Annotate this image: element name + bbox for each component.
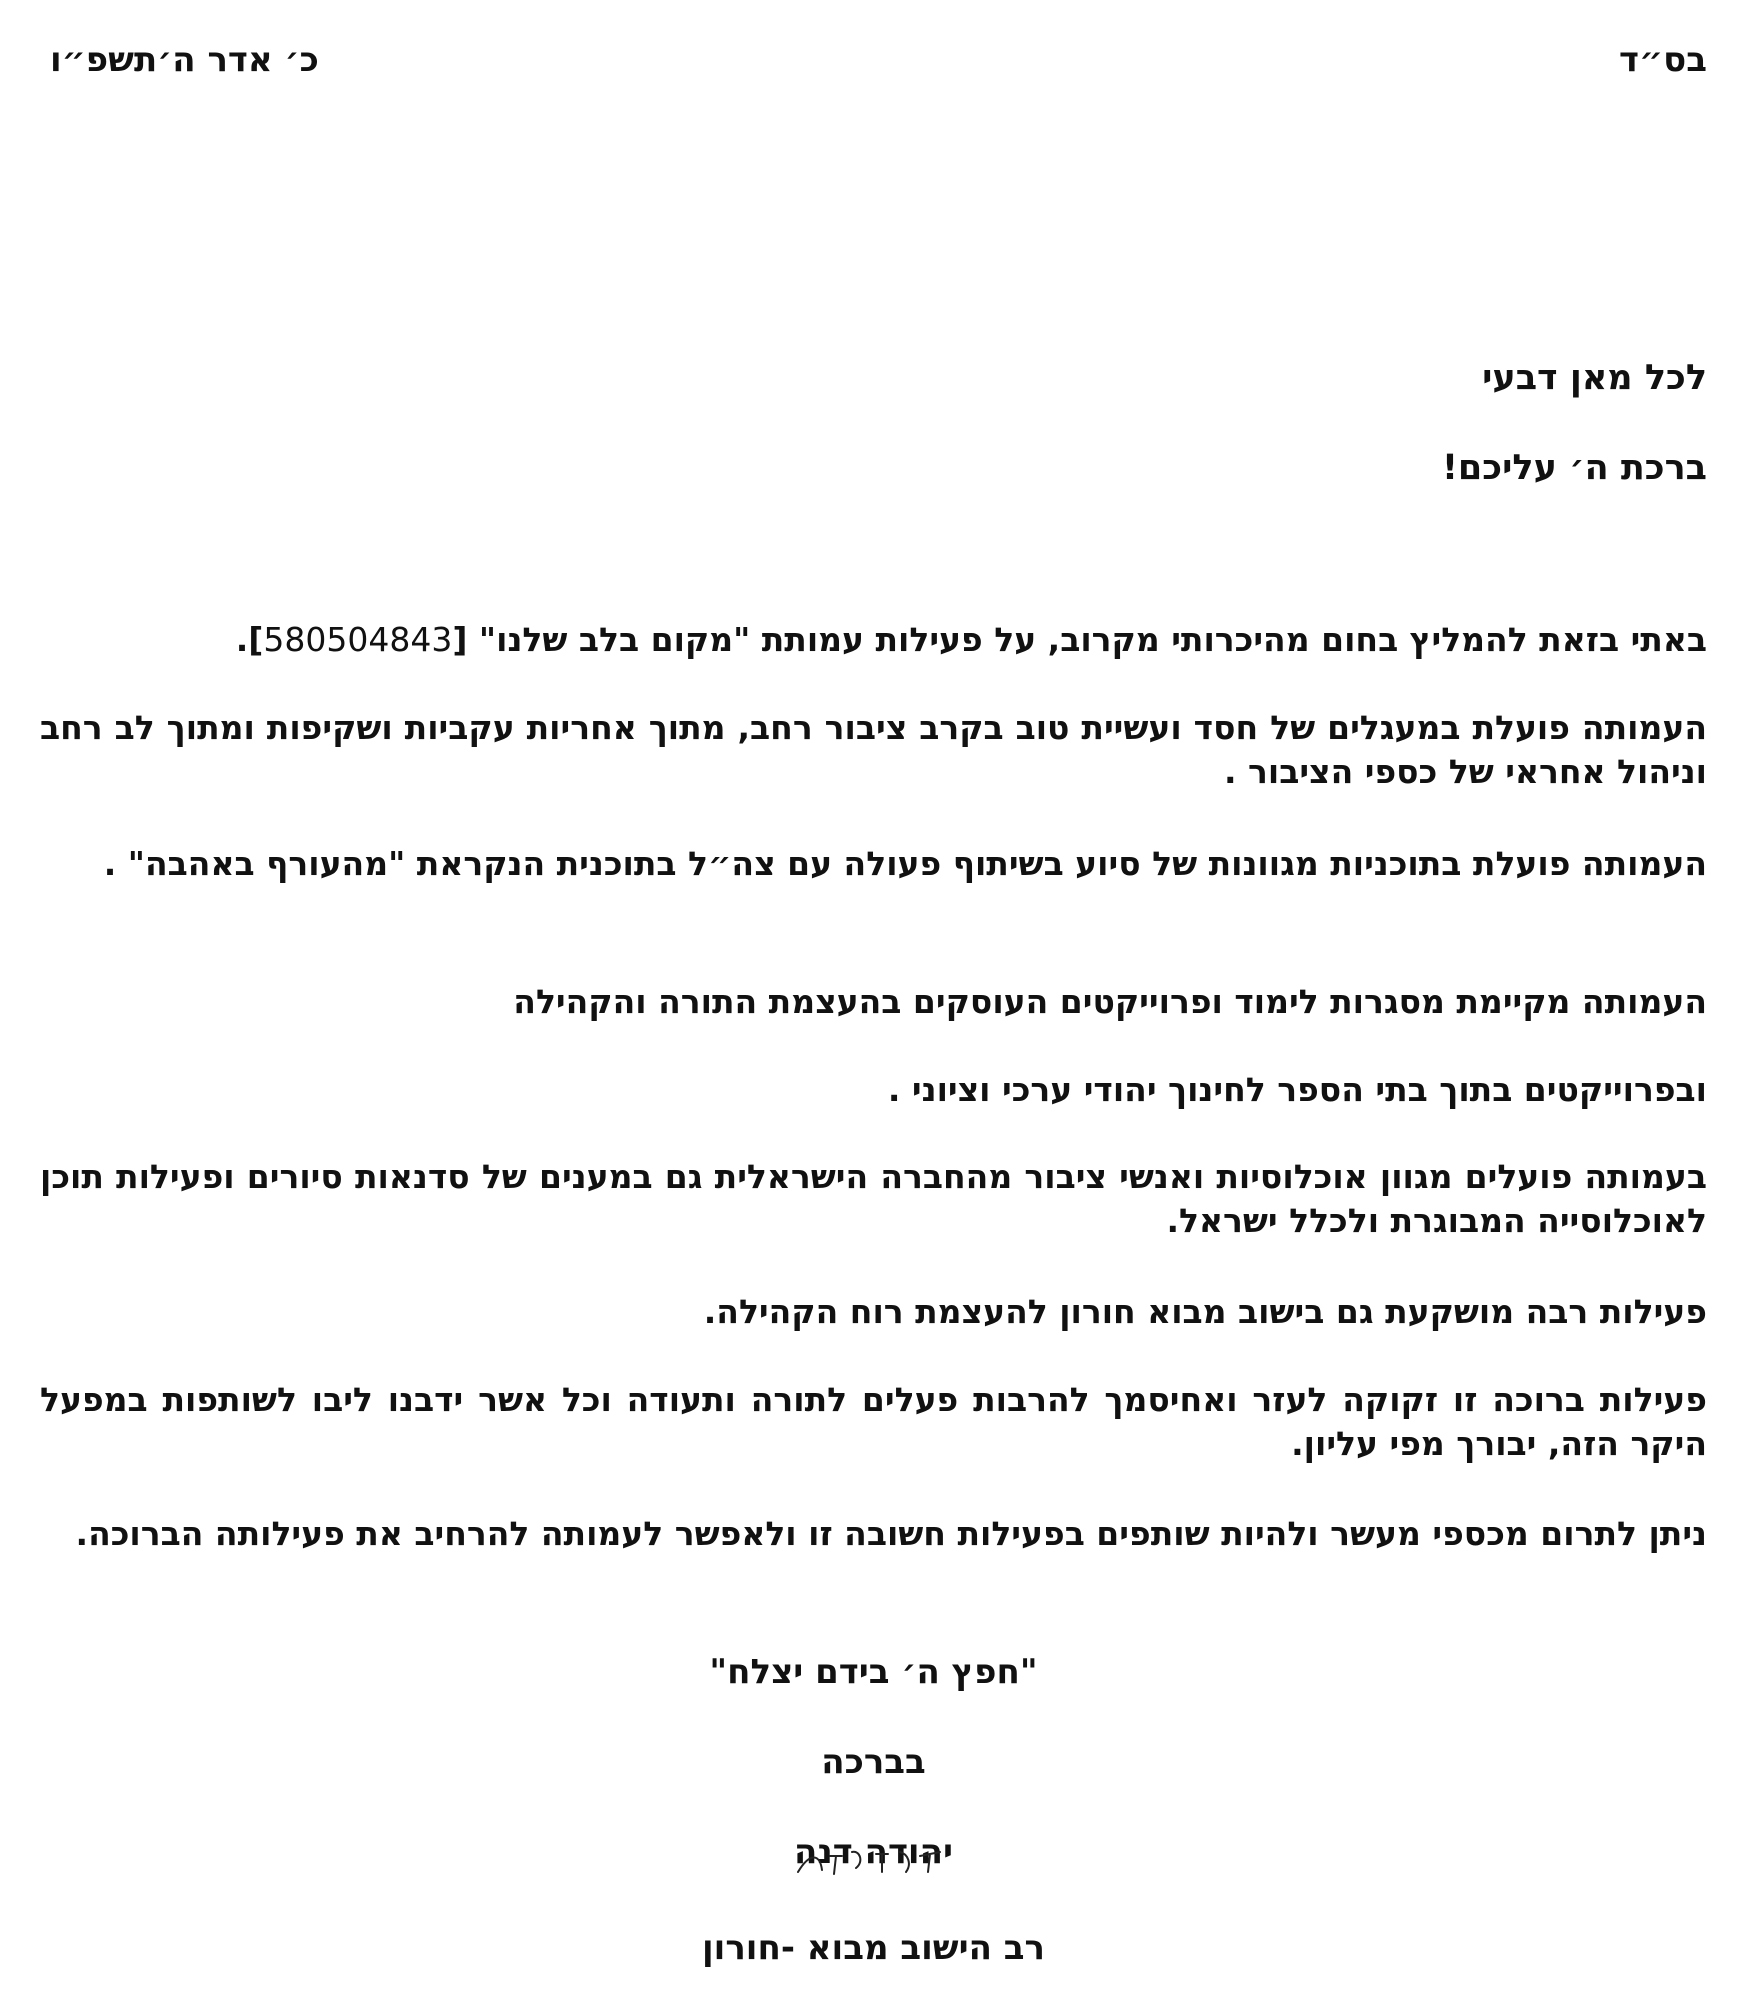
salutation-greeting: ברכת ה׳ עליכם!: [1441, 448, 1707, 488]
paragraph-activity: העמותה פועלת במעגלים של חסד ועשיית טוב בקרב ציבור רחב, מתוך אחריות עקביות ושקיפות ומתוך לב רחב וניהול אחראי של כספי הציבור .: [40, 708, 1707, 791]
association-id: 580504843: [263, 620, 453, 659]
paragraph-idf-program: העמותה פועלת בתוכניות מגוונות של סיוע בשיתוף פעולה עם צה״ל בתוכנית הנקראת "מהעורף באהבה" .: [103, 844, 1707, 883]
recommendation-end: ].: [235, 620, 264, 659]
bsd-header: בס״ד: [1619, 40, 1707, 80]
salutation-to: לכל מאן דבעי: [1482, 358, 1707, 398]
signer-name: יהודה דנה: [794, 1832, 953, 1872]
handwritten-signature: [790, 1842, 960, 1888]
paragraph-community: פעילות רבה מושקעת גם בישוב מבוא חורון להעצמת רוח הקהילה.: [703, 1292, 1707, 1331]
paragraph-schools: ובפרוייקטים בתוך בתי הספר לחינוך יהודי ערכי וציוני .: [887, 1070, 1707, 1109]
closing-blessing: בברכה: [821, 1742, 926, 1782]
signer-title: רב הישוב מבוא -חורון: [702, 1928, 1045, 1968]
paragraph-support: פעילות ברוכה זו זקוקה לעזר ואחיסמך להרבות פעלים לתורה ותעודה וכל אשר ידבנו ליבו לשותפות במפעל היקר הזה, יבורך מפי עליון.: [40, 1380, 1707, 1463]
paragraph-recommendation: [40, 618, 1707, 662]
letter-date: כ׳ אדר ה׳תשפ״ו: [50, 40, 319, 80]
paragraph-donation: ניתן לתרום מכספי מעשר ולהיות שותפים בפעילות חשובה זו ולאפשר לעמותה להרחיב את פעילותה הברוכה.: [75, 1514, 1707, 1553]
paragraph-populations: בעמותה פועלים מגוון אוכלוסיות ואנשי ציבור מהחברה הישראלית גם במענים של סדנאות סיורים ופעילות תוכן לאוכלוסייה המבוגרת ולכלל ישראל.: [40, 1157, 1707, 1240]
recommendation-text: באתי בזאת להמליץ בחום מהיכרותי מקרוב, על פעילות עמותת "מקום בלב שלנו" [: [452, 620, 1707, 659]
paragraph-torah-study: העמותה מקיימת מסגרות לימוד ופרוייקטים העוסקים בהעצמת התורה והקהילה: [513, 982, 1707, 1021]
closing-quote: "חפץ ה׳ בידם יצלח": [709, 1652, 1038, 1692]
